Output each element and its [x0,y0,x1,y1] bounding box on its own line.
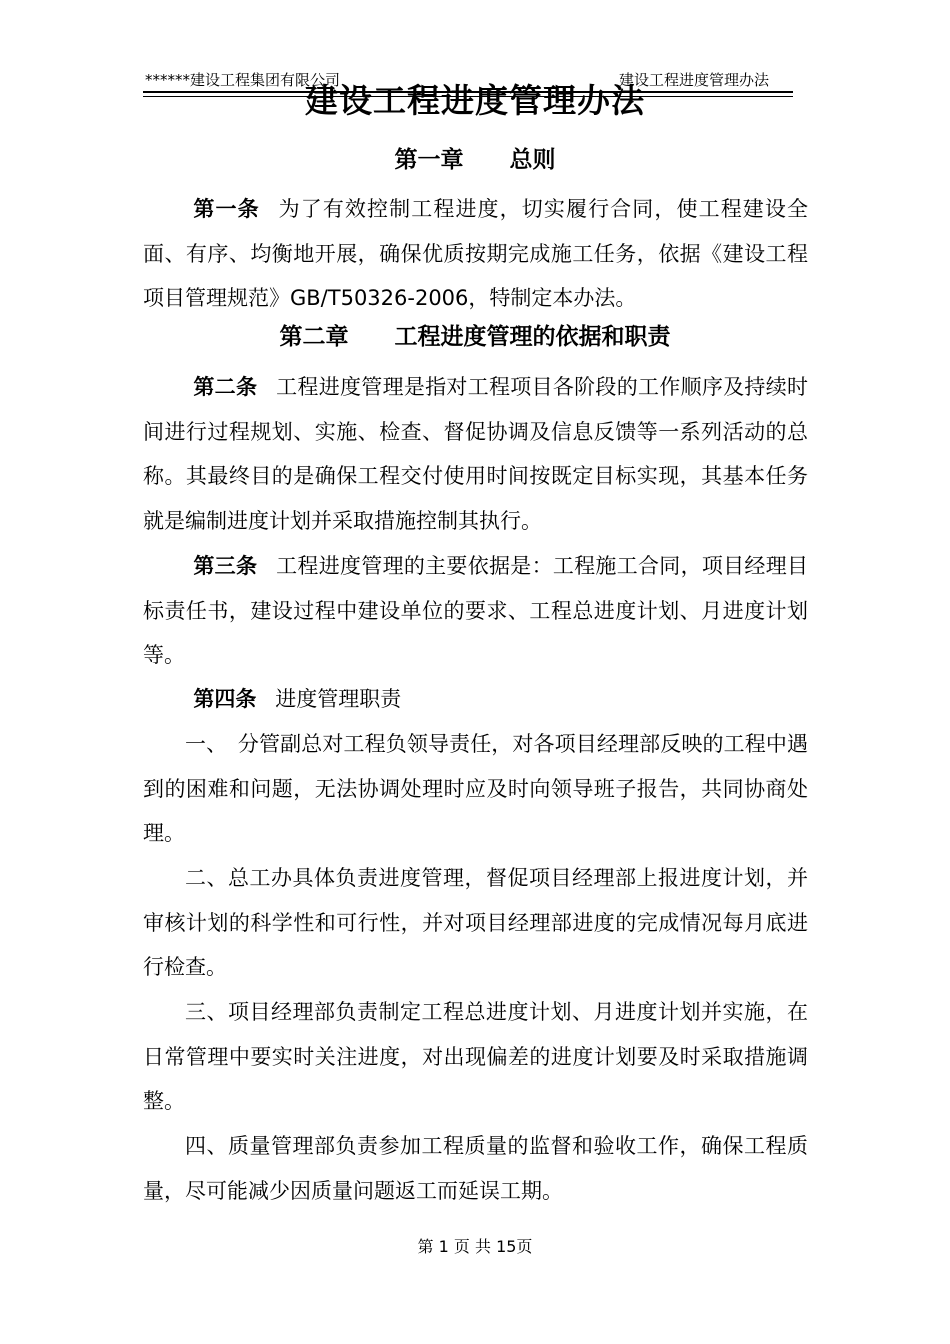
article-2-label: 第二条 [193,375,258,399]
duty-item-2: 二、总工办具体负责进度管理，督促项目经理部上报进度计划，并审核计划的科学性和可行性，并对项目经理部进度的完成情况每月底进行检查。 [143,866,808,979]
duty-item-3: 三、项目经理部负责制定工程总进度计划、月进度计划并实施，在日常管理中要实时关注进度，对出现偏差的进度计划要及时采取措施调整。 [143,1000,808,1113]
article-3-text: 工程进度管理的主要依据是：工程施工合同，项目经理目标责任书，建设过程中建设单位的要求、工程总进度计划、月进度计划等。 [143,554,808,667]
article-4 [143,677,808,722]
article-3-label: 第三条 [193,554,258,578]
duty-item-1: 一、 分管副总对工程负领导责任，对各项目经理部反映的工程中遇到的困难和问题，无法协调处理时应及时向领导班子报告，共同协商处理。 [143,732,808,845]
chapter-1-heading: 第一章 总则 [394,147,556,173]
article-4-label: 第四条 [193,687,257,711]
duty-item-4: 四、质量管理部负责参加工程质量的监督和验收工作，确保工程质量，尽可能减少因质量问题返工而延误工期。 [143,1134,808,1203]
header-document-name: 建设工程进度管理办法 [618,71,769,89]
page-number: 第 1 页 共 15页 [417,1237,533,1256]
document-title: 建设工程进度管理办法 [305,81,645,120]
article-1-text: 为了有效控制工程进度，切实履行合同，使工程建设全面、有序、均衡地开展，确保优质按期完成施工任务，依据《建设工程项目管理规范》GB/T50326-2006，特制定本办法。 [143,197,809,310]
article-2 [143,365,808,543]
chapter-2-heading: 第二章 工程进度管理的依据和职责 [279,324,671,350]
article-3 [143,544,808,678]
article-2-text: 工程进度管理是指对工程项目各阶段的工作顺序及持续时间进行过程规划、实施、检查、督促协调及信息反馈等一系列活动的总称。其最终目的是确保工程交付使用时间按既定目标实现，其基本任务就是编制进度计划并采取措施控制其执行。 [143,375,808,533]
article-4-text: 进度管理职责 [275,687,402,711]
header-company-name: ******建设工程集团有限公司 [145,71,341,89]
article-1 [143,187,808,321]
article-1-label: 第一条 [193,197,260,221]
